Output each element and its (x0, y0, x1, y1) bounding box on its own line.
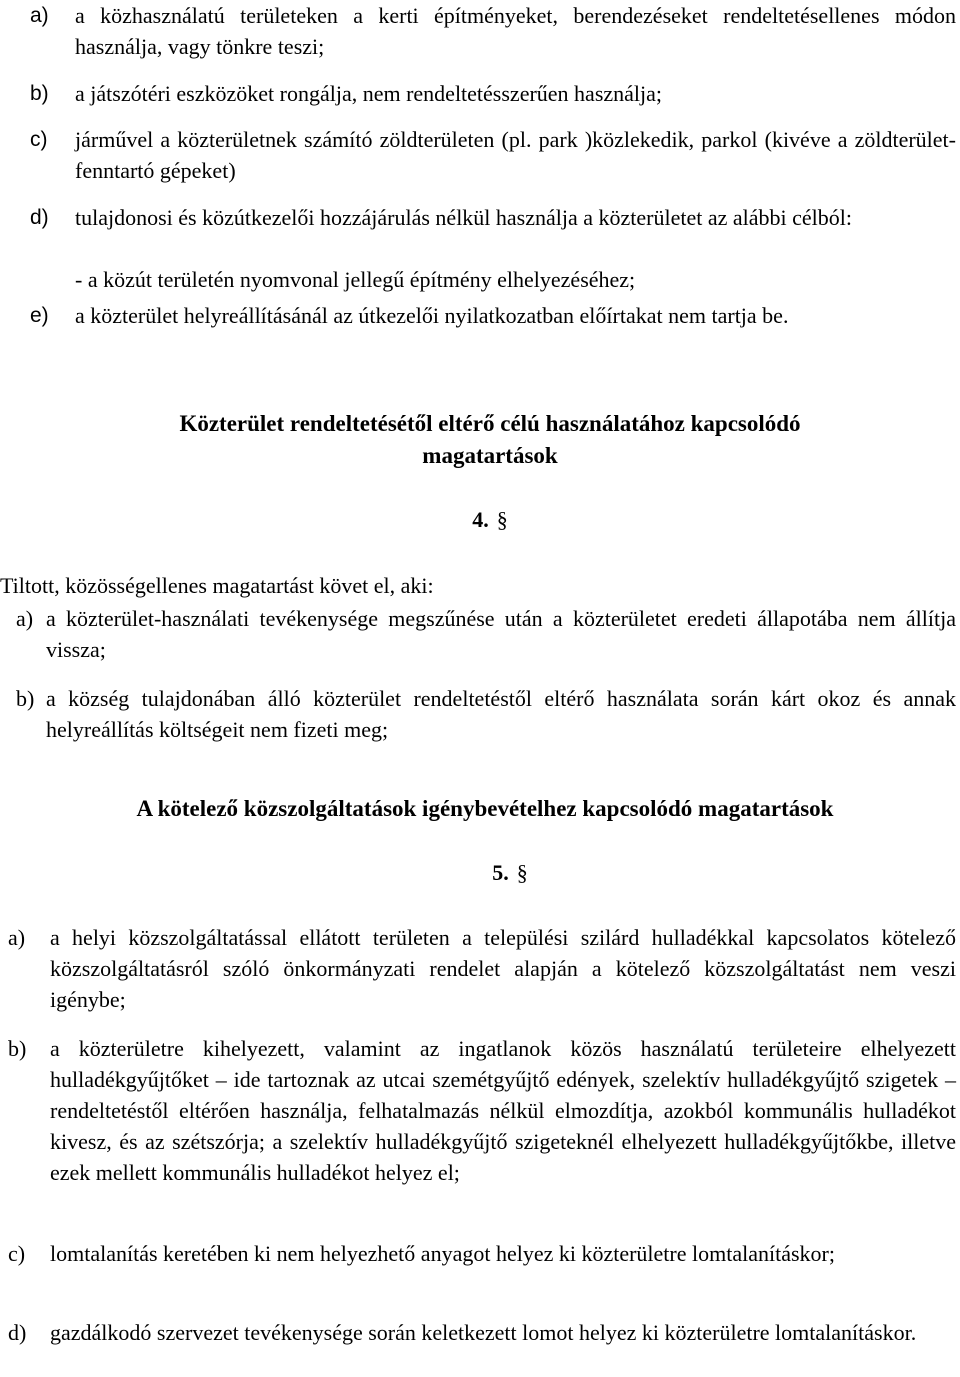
list-marker: b) (16, 686, 35, 711)
list-item (30, 300, 956, 331)
list-item-text: a közterületre kihelyezett, valamint az ingatlanok közös használatú területeire elhelyezett hulladékgyűjtőket – ide tartoznak az utcai szemétgyűjtő edények, szelektív hulladékgyűjtő szigetek – rendeltetéstől eltérően használja, felhatalmazás nélkül elmozdítja, azokból kommunális hulladékot kivesz, és az szétszórja; a szelektív hulladékgyűjtő szigeteknél elhelyezett hulladékgyűjtőkbe, illetve ezek mellett kommunális hulladékot helyez el; (50, 1036, 956, 1185)
list-item (30, 78, 956, 109)
list-item-text: a közterület helyreállításánál az útkezelői nyilatkozatban előírtakat nem tartja be. (75, 303, 789, 328)
list-marker: c) (30, 128, 48, 151)
list-marker: b) (30, 82, 49, 105)
list-item (30, 124, 956, 186)
list-item (30, 202, 956, 233)
list-marker: c) (8, 1241, 26, 1266)
list-marker: d) (8, 1320, 27, 1345)
list-item (8, 1317, 956, 1348)
section-heading: Közterület rendeltetésétől eltérő célú használatához kapcsolódó magatartások (179, 411, 801, 468)
list-item (8, 1033, 956, 1188)
list-item-text: a játszótéri eszközöket rongálja, nem rendeltetésszerűen használja; (75, 81, 663, 106)
paragraph-number (440, 505, 540, 535)
list-item (30, 0, 956, 62)
lead-paragraph: Tiltott, közösségellenes magatartást követ el, aki: (0, 573, 434, 598)
list-item-text: a helyi közszolgáltatással ellátott területen a települési szilárd hulladékkal kapcsolatos kötelező közszolgáltatásról szóló önkormányzati rendelet alapján a kötelező közszolgáltatást nem veszi igénybe; (50, 925, 956, 1012)
paragraph-number-value: 4. (472, 507, 489, 532)
paragraph-number (460, 858, 560, 888)
list-marker: a) (30, 4, 49, 27)
list-item-text: a község tulajdonában álló közterület rendeltetéstől eltérő használata során kárt okoz és annak helyreállítás költségeit nem fizeti meg; (46, 686, 956, 742)
section-heading: A kötelező közszolgáltatások igénybevételhez kapcsolódó magatartások (136, 796, 834, 821)
paragraph-number-value: 5. (492, 860, 509, 885)
list-marker: a) (16, 606, 34, 631)
list-marker: e) (30, 304, 49, 327)
section-sign: § (496, 507, 508, 532)
list-item (16, 683, 956, 745)
list-item-text: a közterület-használati tevékenysége megszűnése után a közterületet eredeti állapotába nem állítja vissza; (46, 606, 956, 662)
list-marker: b) (8, 1036, 27, 1061)
list-item-text: a közhasználatú területeken a kerti építményeket, berendezéseket rendeltetésellenes módon használja, vagy tönkre teszi; (75, 3, 956, 59)
list-item-text: tulajdonosi és közútkezelői hozzájárulás nélkül használja a közterületet az alábbi célból: (75, 205, 853, 230)
list-item (16, 603, 956, 665)
list-item-text: gazdálkodó szervezet tevékenysége során keletkezett lomot helyez ki közterületre lomtalanításkor. (50, 1320, 917, 1345)
list-item (8, 1238, 956, 1269)
list-marker: d) (30, 206, 49, 229)
list-item-text: járművel a közterületnek számító zöldterületen (pl. park )közlekedik, parkol (kivéve a zöldterület-fenntartó gépeket) (75, 127, 956, 183)
list-item-text: lomtalanítás keretében ki nem helyezhető anyagot helyez ki közterületre lomtalanításkor; (50, 1241, 835, 1266)
sub-list-item: - a közút területén nyomvonal jellegű építmény elhelyezéséhez; (75, 267, 636, 292)
list-item (8, 922, 956, 1015)
section-sign: § (516, 860, 528, 885)
list-marker: a) (8, 925, 26, 950)
